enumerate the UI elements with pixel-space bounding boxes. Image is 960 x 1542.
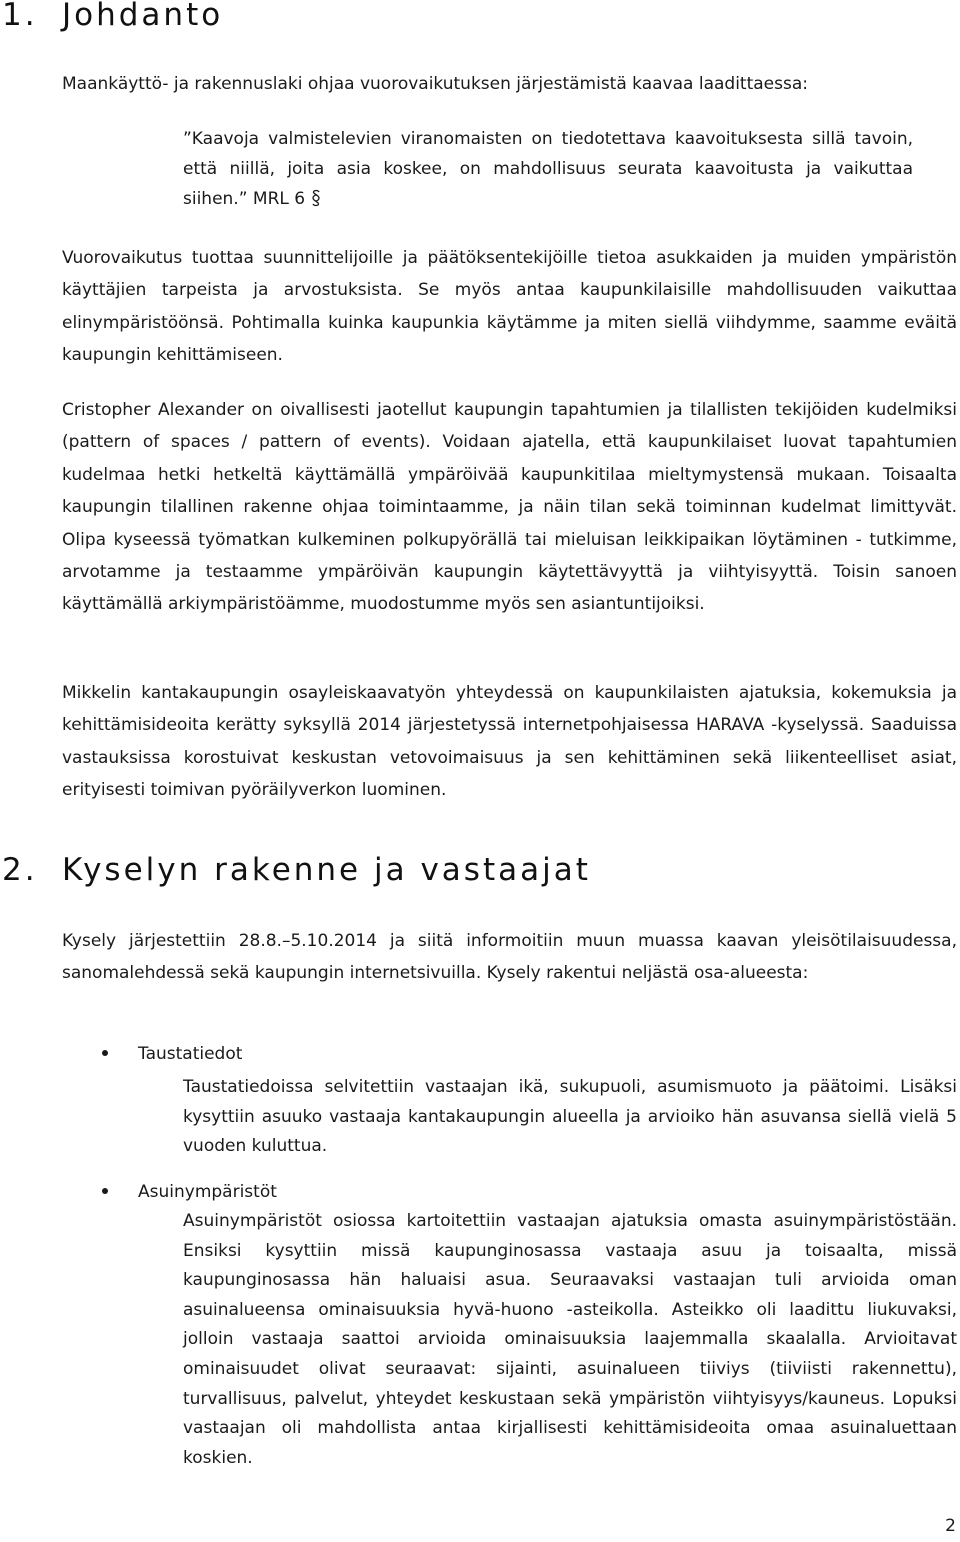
legal-quote-text: ”Kaavoja valmistelevien viranomaisten on tiedotettava kaavoituksesta sillä tavoin, että niillä, joita asia koskee, on mahdollisuus seurata kaavoitusta ja vaikuttaa siihen.” MRL 6 [183,129,913,209]
section-sign-icon [311,189,321,207]
section-2-intro: Kysely järjestettiin 28.8.–5.10.2014 ja siitä informoitiin muun muassa kaavan yleisötilaisuudessa, sanomalehdessä sekä kaupungin internetsivuilla. Kysely rakentui neljästä osa-alueesta: [62,931,957,984]
section-2-number: 2. [2,852,38,888]
section-1-title: Johdanto [62,0,224,33]
section-2-title: Kyselyn rakenne ja vastaajat [62,852,591,888]
section-2-heading [2,852,591,888]
section-1-heading [2,0,223,31]
bullet-icon [102,1188,108,1194]
list-item-text: Taustatiedoissa selvitettiin vastaajan ikä, sukupuoli, asumismuoto ja päätoimi. Lisäksi kysyttiin asuuko vastaaja kantakaupungin alueella ja arvioiko hän asuvansa siellä vielä 5 vuoden kuluttua. [183,1077,957,1157]
section-1-paragraph-2: Cristopher Alexander on oivallisesti jaotellut kaupungin tapahtumien ja tilallisten tekijöiden kudelmiksi (pattern of spaces / pattern of events). Voidaan ajatella, että kaupunkilaiset luovat tapahtumien kudelmaa hetki hetkeltä käyttämällä ympäröivää kaupunkitilaa mieltymystensä mukaan. Toisaalta kaupungin tilallinen rakenne ohjaa toimintaamme, ja näin tilan sekä toiminnan kudelmat limittyvät. Olipa kyseessä työmatkan kulkeminen polkupyörällä tai mieluisan leikkipaikan löytäminen - tutkimme, arvotamme ja testaamme ympäröivän kaupungin käytettävyyttä ja viihtyisyyttä. Toisin sanoen käyttämällä arkiympäristöämme, muodostumme myös sen asiantuntijoiksi. [62,400,957,615]
section-1-number: 1. [2,0,38,33]
section-1-paragraph-1: Vuorovaikutus tuottaa suunnittelijoille ja päätöksentekijöille tietoa asukkaiden ja muiden ympäristön käyttäjien tarpeista ja arvostuksista. Se myös antaa kaupunkilaisille mahdollisuuden vaikuttaa elinympäristöönsä. Pohtimalla kuinka kaupunkia käytämme ja miten siellä viihdymme, saamme eväitä kaupungin kehittämiseen. [62,248,957,366]
legal-quote [183,124,913,214]
section-1-intro: Maankäyttö- ja rakennuslaki ohjaa vuorovaikutuksen järjestämistä kaavaa laadittaessa: [62,74,808,94]
list-item-label: Asuinympäristöt [138,1182,277,1202]
bullet-icon [102,1050,108,1056]
page-number: 2 [945,1516,956,1536]
list-item-text: Asuinympäristöt osiossa kartoitettiin vastaajan ajatuksia omasta asuinympäristöstään. Ensiksi kysyttiin missä kaupunginosassa vastaaja asuu ja toisaalta, missä kaupunginosassa hän haluaisi asua. Seuraavaksi vastaajan tuli arvioida oman asuinalueensa ominaisuuksia hyvä-huono -asteikolla. Asteikko oli laadittu liukuvaksi, jolloin vastaaja saattoi arvioida ominaisuuksia laajemmalla skaalalla. Arvioitavat ominaisuudet olivat seuraavat: sijainti, asuinalueen tiiviys (tiiviisti rakennettu), turvallisuus, palvelut, yhteydet keskustaan sekä ympäristön viihtyisyys/kauneus. Lopuksi vastaajan oli mahdollista antaa kirjallisesti kehittämisideoita omaa asuinaluettaan koskien. [183,1211,957,1468]
section-1-paragraph-3: Mikkelin kantakaupungin osayleiskaavatyön yhteydessä on kaupunkilaisten ajatuksia, kokemuksia ja kehittämisideoita kerätty syksyllä 2014 järjestetyssä internetpohjaisessa HARAVA -kyselyssä. Saaduissa vastauksissa korostuivat keskustan vetovoimaisuus ja sen kehittäminen sekä liikenteelliset asiat, erityisesti toimivan pyöräilyverkon luominen. [62,683,957,801]
list-item-label: Taustatiedot [138,1044,243,1064]
